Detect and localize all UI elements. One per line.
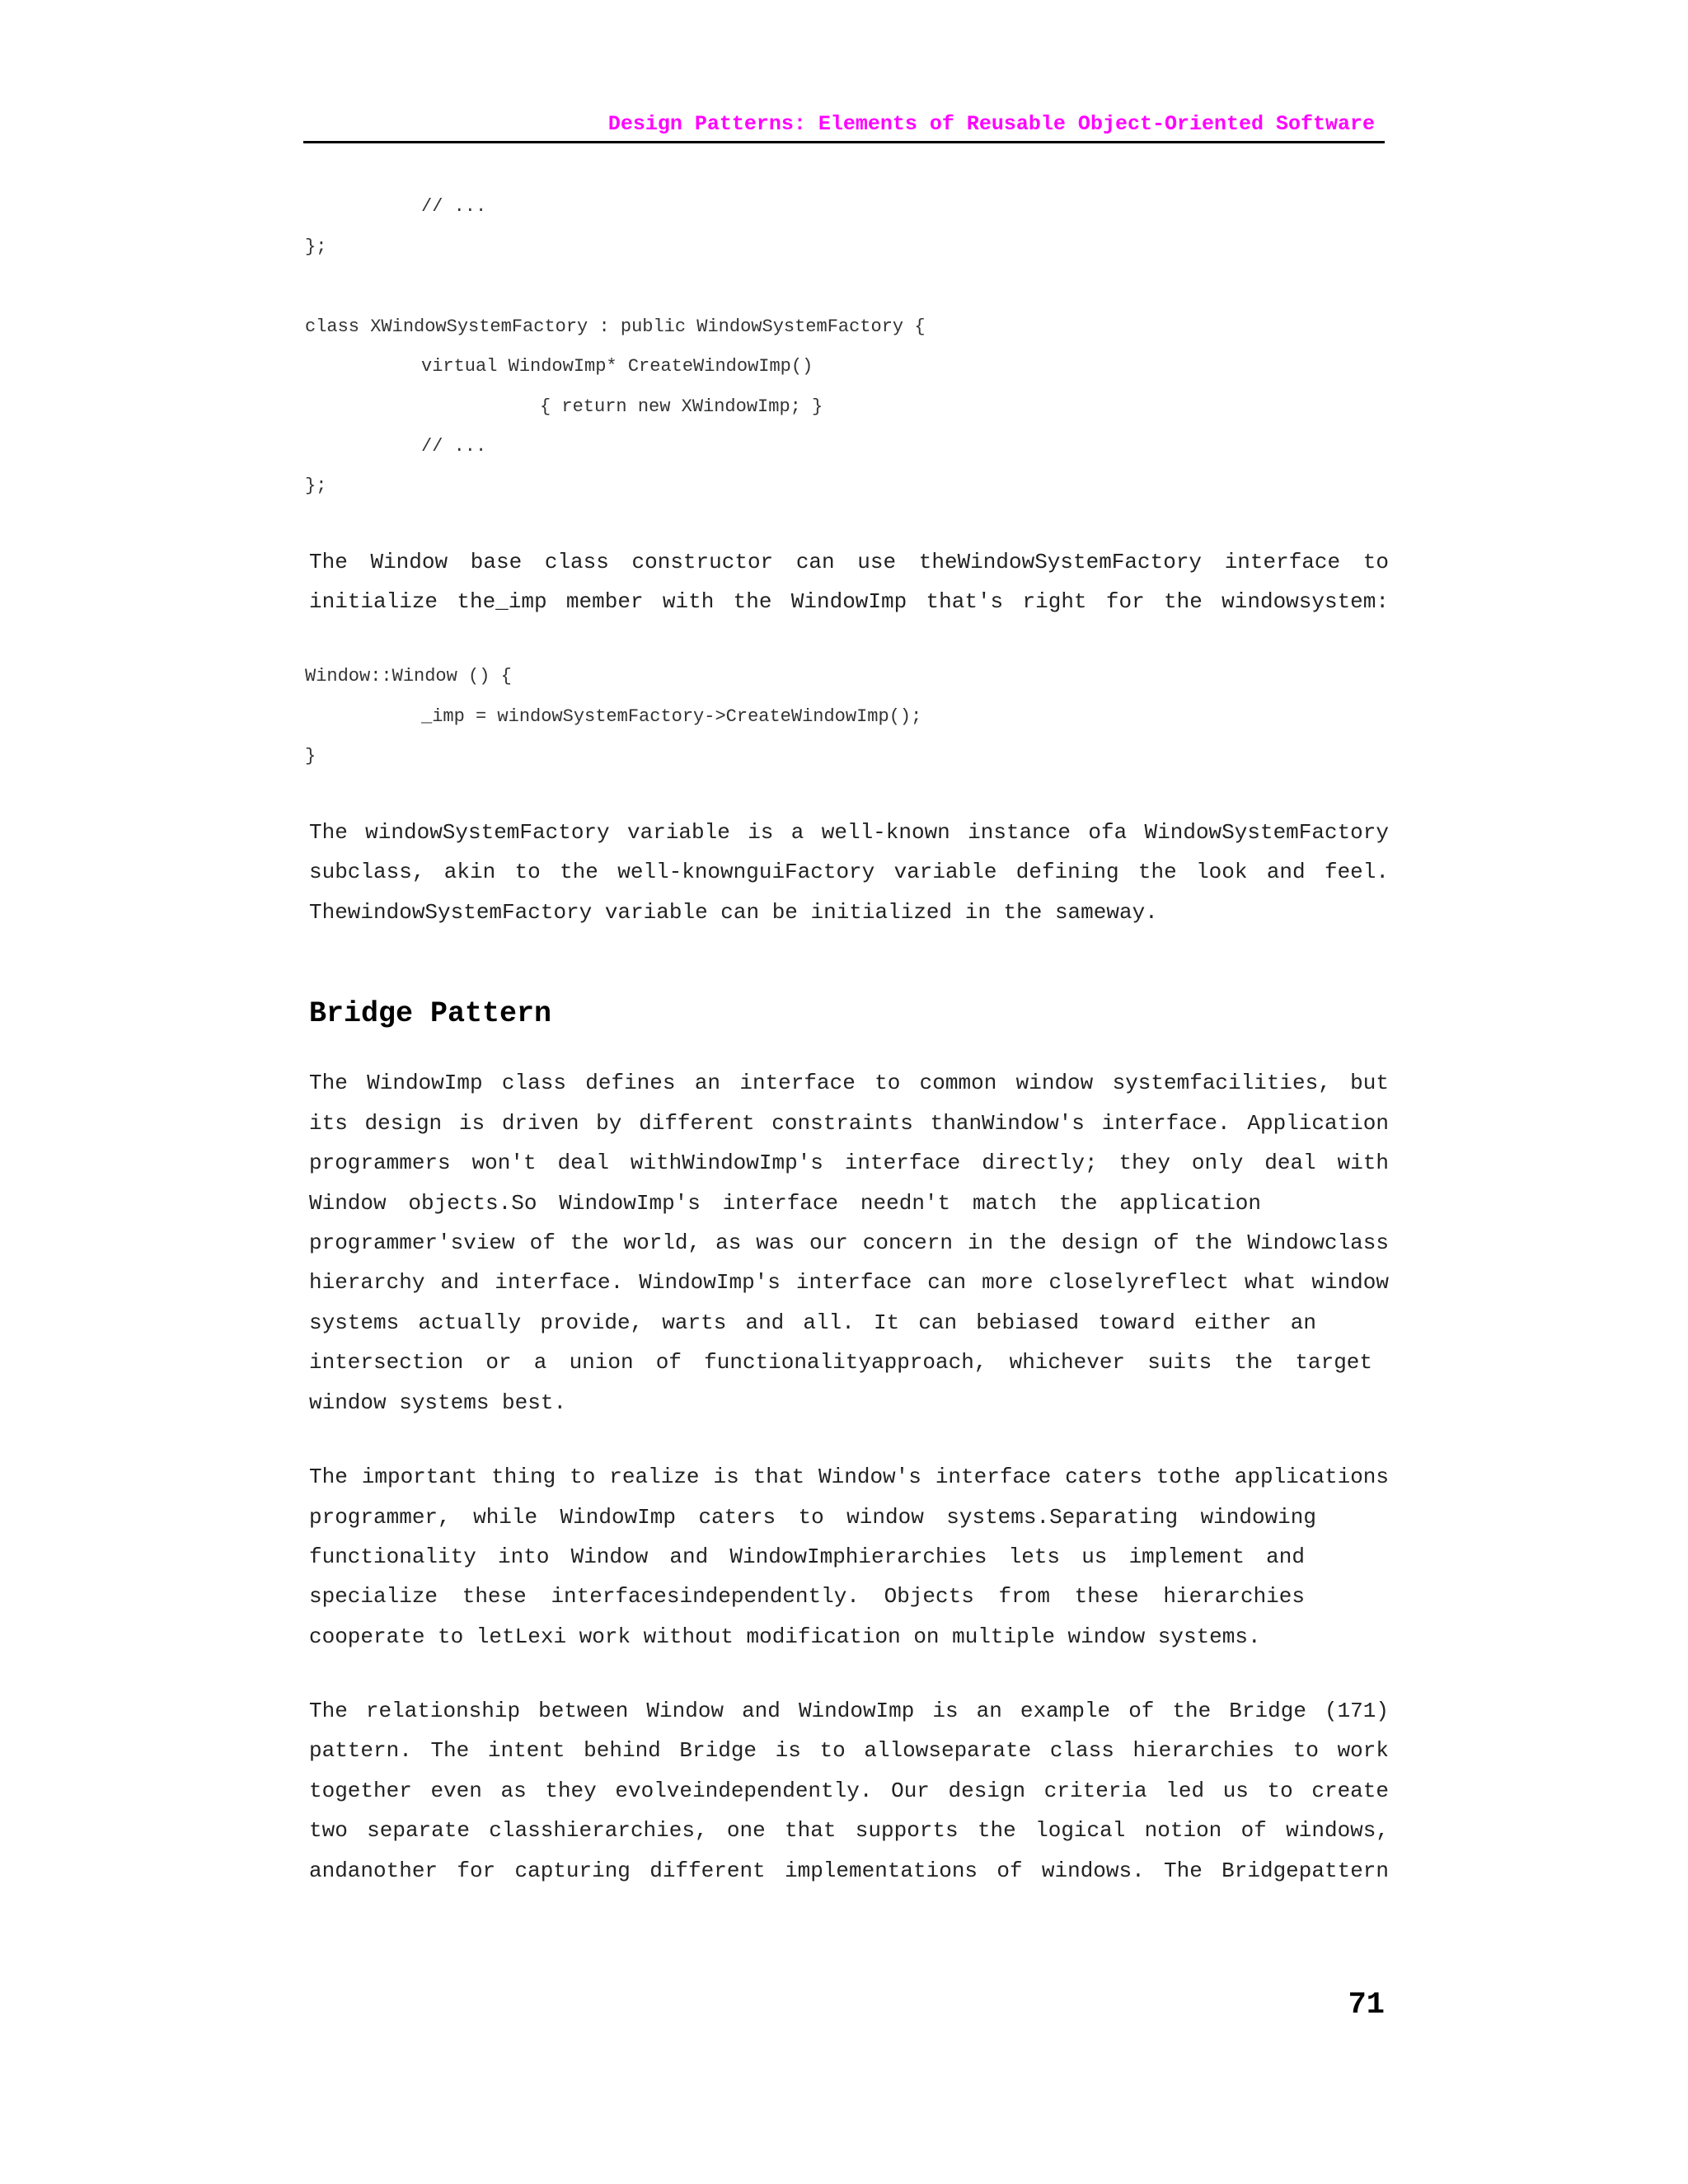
page-number: 71 — [1348, 1988, 1385, 2022]
code-line: Window::Window () { — [305, 666, 512, 687]
text-line: subclass, akin to the well-knownguiFactory variable defining the look and feel. — [309, 860, 1389, 884]
text-line: cooperate to letLexi work without modification on multiple window systems. — [309, 1624, 1261, 1649]
text-line: The important thing to realize is that Window's interface caters tothe applications — [309, 1465, 1389, 1489]
book-title: Design Patterns: Elements of Reusable Object-Oriented Software — [607, 112, 1375, 136]
code-line: class XWindowSystemFactory : public WindowSystemFactory { — [305, 316, 926, 337]
code-line: }; — [305, 237, 327, 257]
code-line: // ... — [421, 436, 487, 457]
text-line: programmer, while WindowImp caters to window systems.Separating windowing — [309, 1505, 1316, 1530]
code-line: } — [305, 746, 316, 766]
text-line: Window objects.So WindowImp's interface needn't match the application — [309, 1191, 1261, 1216]
text-line: The relationship between Window and WindowImp is an example of the Bridge (171) — [309, 1699, 1389, 1723]
text-line: specialize these interfacesindependently. Objects from these hierarchies — [309, 1584, 1305, 1609]
text-line: programmers won't deal withWindowImp's interface directly; they only deal with — [309, 1151, 1389, 1175]
text-line: together even as they evolveindependently. Our design criteria led us to create — [309, 1779, 1389, 1803]
text-line: andanother for capturing different implementations of windows. The Bridgepattern — [309, 1858, 1389, 1883]
text-line: The Window base class constructor can use theWindowSystemFactory interface to — [309, 550, 1389, 574]
code-line: // ... — [421, 196, 487, 217]
text-line: initialize the_imp member with the WindowImp that's right for the windowsystem: — [309, 589, 1389, 614]
text-line: The windowSystemFactory variable is a well-known instance ofa WindowSystemFactory — [309, 820, 1389, 845]
section-heading: Bridge Pattern — [309, 997, 552, 1030]
code-line: }; — [305, 476, 327, 496]
header-divider — [303, 141, 1385, 143]
text-line: ThewindowSystemFactory variable can be initialized in the sameway. — [309, 900, 1158, 925]
code-line: _imp = windowSystemFactory->CreateWindowImp(); — [421, 706, 922, 727]
code-line: { return new XWindowImp; } — [540, 396, 823, 417]
text-line: programmer'sview of the world, as was our concern in the design of the Windowclass — [309, 1230, 1389, 1255]
text-line: functionality into Window and WindowImphierarchies lets us implement and — [309, 1544, 1305, 1569]
text-line: systems actually provide, warts and all. It can bebiased toward either an — [309, 1310, 1316, 1335]
text-line: window systems best. — [309, 1390, 567, 1415]
text-line: its design is driven by different constraints thanWindow's interface. Application — [309, 1111, 1389, 1136]
text-line: The WindowImp class defines an interface to common window systemfacilities, but — [309, 1071, 1389, 1095]
code-line: virtual WindowImp* CreateWindowImp() — [421, 356, 814, 377]
text-line: hierarchy and interface. WindowImp's interface can more closelyreflect what window — [309, 1270, 1389, 1295]
text-line: intersection or a union of functionalityapproach, whichever suits the target — [309, 1350, 1372, 1375]
text-line: pattern. The intent behind Bridge is to allowseparate class hierarchies to work — [309, 1738, 1389, 1763]
text-line: two separate classhierarchies, one that supports the logical notion of windows, — [309, 1818, 1389, 1843]
